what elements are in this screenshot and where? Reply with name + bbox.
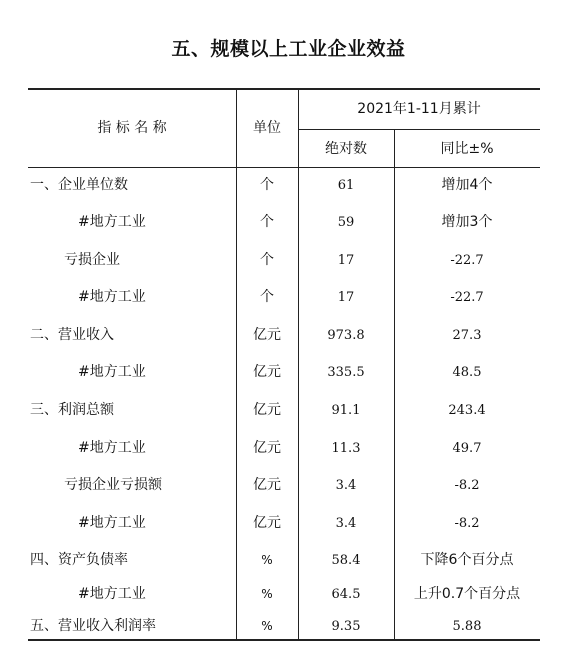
row-yoy: -22.7 bbox=[450, 253, 484, 268]
row-unit: % bbox=[261, 619, 273, 633]
row-unit: 亿元 bbox=[253, 477, 281, 493]
row-yoy: 243.4 bbox=[448, 403, 486, 418]
row-value: 58.4 bbox=[331, 553, 361, 568]
header-period: 2021年1-11月累计 bbox=[357, 101, 481, 117]
row-name: #地方工业 bbox=[78, 364, 146, 380]
row-yoy: 增加4个 bbox=[441, 177, 493, 193]
row-unit: 亿元 bbox=[253, 402, 281, 418]
row-yoy: 下降6个百分点 bbox=[420, 552, 514, 568]
row-value: 61 bbox=[337, 178, 355, 193]
header-bottom-border bbox=[28, 167, 540, 168]
row-value: 91.1 bbox=[331, 403, 361, 418]
row-yoy: -22.7 bbox=[450, 290, 484, 305]
row-yoy: 49.7 bbox=[452, 441, 482, 456]
row-name: #地方工业 bbox=[78, 586, 146, 602]
row-value: 59 bbox=[337, 215, 355, 230]
row-name: 亏损企业 bbox=[64, 252, 120, 268]
row-yoy: 上升0.7个百分点 bbox=[413, 586, 521, 602]
row-yoy: 27.3 bbox=[452, 328, 482, 343]
row-name: 亏损企业亏损额 bbox=[64, 477, 162, 493]
row-name: #地方工业 bbox=[78, 515, 146, 531]
row-unit: 个 bbox=[260, 252, 274, 268]
row-yoy: -8.2 bbox=[454, 478, 480, 493]
row-unit: 亿元 bbox=[253, 327, 281, 343]
row-name: 三、利润总额 bbox=[30, 402, 114, 418]
row-yoy: 增加3个 bbox=[441, 214, 493, 230]
row-value: 17 bbox=[337, 253, 355, 268]
row-value: 64.5 bbox=[331, 587, 361, 602]
table-top-border bbox=[28, 88, 540, 90]
row-unit: % bbox=[261, 553, 273, 567]
page-title: 五、规模以上工业企业效益 bbox=[171, 38, 406, 60]
data-table bbox=[28, 88, 540, 640]
header-subdivider bbox=[298, 129, 540, 130]
row-unit: 亿元 bbox=[253, 364, 281, 380]
row-name: 二、营业收入 bbox=[30, 327, 114, 343]
row-unit: % bbox=[261, 587, 273, 601]
header-unit: 单位 bbox=[253, 120, 281, 136]
row-value: 9.35 bbox=[331, 619, 361, 634]
row-unit: 亿元 bbox=[253, 440, 281, 456]
row-name: #地方工业 bbox=[78, 289, 146, 305]
row-value: 17 bbox=[337, 290, 355, 305]
row-value: 973.8 bbox=[327, 328, 365, 343]
row-yoy: -8.2 bbox=[454, 516, 480, 531]
row-yoy: 48.5 bbox=[452, 365, 482, 380]
row-value: 11.3 bbox=[331, 441, 361, 456]
header-indicator: 指 标 名 称 bbox=[97, 120, 167, 136]
row-unit: 个 bbox=[260, 214, 274, 230]
table-bottom-border bbox=[28, 639, 540, 641]
row-name: #地方工业 bbox=[78, 214, 146, 230]
row-value: 3.4 bbox=[335, 478, 357, 493]
row-name: #地方工业 bbox=[78, 440, 146, 456]
row-name: 一、企业单位数 bbox=[30, 177, 128, 193]
row-unit: 个 bbox=[260, 177, 274, 193]
row-name: 五、营业收入利润率 bbox=[30, 618, 156, 634]
header-absolute: 绝对数 bbox=[325, 141, 367, 157]
header-yoy: 同比±% bbox=[440, 141, 494, 157]
row-value: 335.5 bbox=[327, 365, 365, 380]
row-value: 3.4 bbox=[335, 516, 357, 531]
row-unit: 个 bbox=[260, 289, 274, 305]
row-yoy: 5.88 bbox=[452, 619, 482, 634]
row-unit: 亿元 bbox=[253, 515, 281, 531]
row-name: 四、资产负债率 bbox=[30, 552, 128, 568]
